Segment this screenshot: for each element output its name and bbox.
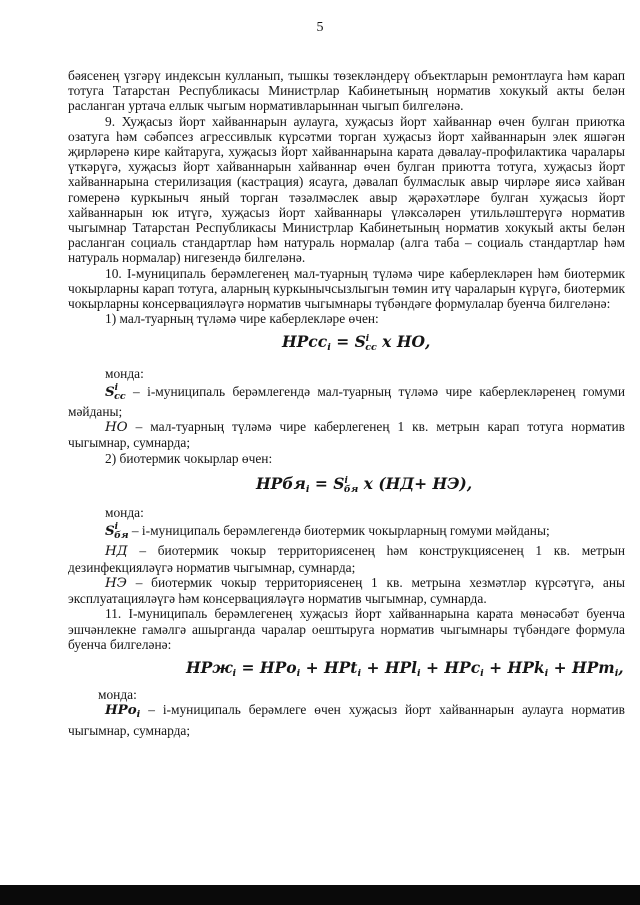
definition-he: НЭ – биотермик чокыр территориясенең 1 кв. метрына хезмәтләр күрсәтүгә, аны эксплуатацияләүгә һәм консервацияләүгә норматив чыгымнар, сумнарда. <box>68 574 625 607</box>
page-number: 5 <box>316 20 324 35</box>
formula-3: НРж$_i$ = НРо$_i$ + НРt$_i$ + НРl$_i$ + НРс$_i$ + НРk$_i$ + НРm$_i$, <box>186 657 624 679</box>
formula-1: НРсс$_i$ = $S^i_{сс}$ x НО, <box>282 332 431 354</box>
item-1-label: 1) мал-туарның түләмә чире каберлекләре өчен: <box>105 311 379 327</box>
scan-bottom-edge <box>0 885 640 905</box>
definition-hd: НД – биотермик чокыр территориясенең һәм конструкциясенең 1 кв. метрын дезинфекцияләүгә норматив чыгымнар, сумнарда; <box>68 543 625 575</box>
definition-s-bya: $S^i_{бя}$ – i-муниципаль берәмлегендә биотермик чокырларның гомуми мәйданы; <box>105 522 550 542</box>
where-label-3: монда: <box>98 687 137 703</box>
document-body <box>68 68 625 738</box>
paragraph-9: 9. Хуҗасыз йорт хайваннарын аулауга, хуҗасыз йорт хайваннар өчен булган приютка озатуга һәм сәбәпсез агрессивлык күрсәтми торган хуҗасыз йорт хайваннарын элек яшәгән җирләренә кире кайтаруга, хуҗасыз йорт хайваннарына карата дәвалау-профилактика чаралары үткәрүгә, хуҗасыз йорт хайваннарын хайваннар өчен булган приютта тотуга, хуҗасыз йорт хайваннарына стерилизация (кастрация) ясауга, дәвалап булмаслык авыр чирләре яисә хайван гомеренә куркыныч яный торган тәзәлмәслек авыр җәрәхәтләре булган хуҗасыз йорт хайваннарын юк итүгә, хуҗасыз йорт хайваннары үләксәләрен утильләштерүгә норматив чыгымнар Татарстан Республикасы Министрлар Кабинетының норматив хокукый акты белән расланган социаль стандартлар һәм натураль нормалар (алга таба – социаль стандартлар һәм натураль нормалар) нигезендә билгеләнә. <box>68 113 625 266</box>
formula-2: НРбя$_i$ = $S^i_{бя}$ x (НД+ НЭ), <box>256 473 473 495</box>
definition-s-cc: $S^i_{сс}$ – i-муниципаль берәмлегендә мал-туарның түләмә чире каберлекләренең гомуми мәйданы; <box>68 382 625 420</box>
where-label-2: монда: <box>105 505 144 521</box>
where-label-1: монда: <box>105 365 144 381</box>
paragraph-continuation: бәясенең үзгәрү индексын кулланып, тышкы төзекләндерү объектларын ремонтлауга һәм карап тотуга Татарстан Республикасы Министрлар Кабинетының норматив хокукый акты белән расланган уртача еллык чыгым нормативларыннан чыгып билгеләнә. <box>68 68 625 114</box>
paragraph-11: 11. I-муниципаль берәмлегенең хуҗасыз йорт хайваннарына карата мөнәсәбәт буенча эшчәнлекне гамәлгә ашырганда чаралар оештыруга норматив чыгымнары түбәндәге формула буенча билгеләнә: <box>68 606 625 652</box>
item-2-label: 2) биотермик чокырлар өчен: <box>105 450 273 466</box>
definition-ho: НО – мал-туарның түләмә чире каберлегенең 1 кв. метрын карап тотуга норматив чыгымнар, сумнарда; <box>68 419 625 451</box>
definition-hpo: НРо$_i$ – i-муниципаль берәмлеге өчен хуҗасыз йорт хайваннарын аулауга норматив чыгымнар, сумнарда; <box>68 702 625 738</box>
paragraph-10: 10. I-муниципаль берәмлегенең мал-туарның түләмә чире каберлекләрен һәм биотермик чокырларны карап тотуга, аларның куркынычсызлыгын төмин итү чараларын күрүгә, биотермик чокырларны консервацияләүгә норматив чыгымнары түбәндәге формулалар буенча билгеләнә: <box>68 265 625 312</box>
